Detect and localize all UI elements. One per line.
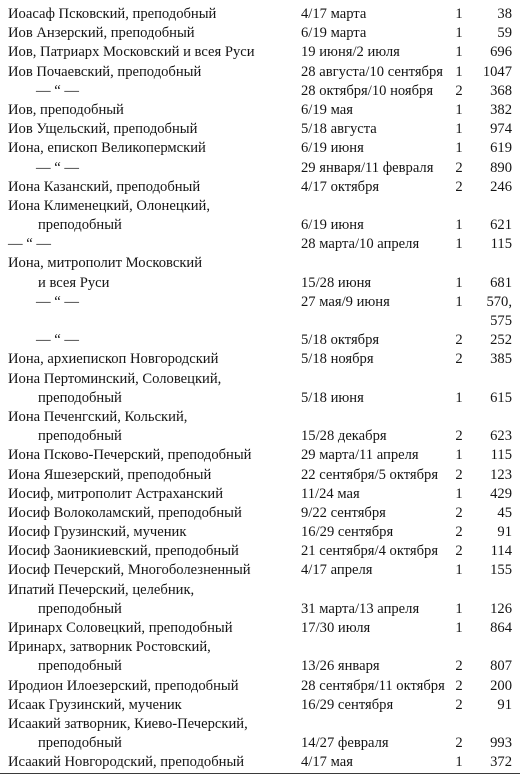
saint-name: Иринарх, затворник Ростовский, <box>8 639 211 656</box>
volume-number: 2 <box>455 696 463 713</box>
page-number: 993 <box>490 735 512 752</box>
saint-name: преподобный <box>38 428 122 445</box>
page-number: 621 <box>490 217 512 234</box>
page-number: 385 <box>490 351 512 368</box>
page-number: 200 <box>490 677 512 694</box>
feast-date: 13/26 января <box>301 658 380 675</box>
index-row <box>0 197 520 216</box>
page-number: 1047 <box>482 63 512 80</box>
index-row <box>0 581 520 600</box>
index-row <box>0 600 520 619</box>
saint-name: Иона Псково-Печерский, преподобный <box>8 447 252 464</box>
index-row <box>0 350 520 369</box>
index-row <box>0 561 520 580</box>
index-row <box>0 274 520 293</box>
volume-number: 1 <box>455 6 463 22</box>
volume-number: 2 <box>455 332 463 349</box>
saint-name: Иона Яшезерский, преподобный <box>8 466 212 483</box>
saint-name: Иосиф Грузинский, мученик <box>8 524 187 541</box>
volume-number: 2 <box>455 677 463 694</box>
index-row <box>0 427 520 446</box>
saint-name: Иоасаф Псковский, преподобный <box>8 6 217 22</box>
feast-date: 28 октября/10 ноября <box>301 82 434 99</box>
saint-name: Иов, Патриарх Московский и всея Руси <box>8 44 255 61</box>
volume-number: 1 <box>455 600 463 617</box>
volume-number: 1 <box>455 44 463 61</box>
feast-date: 16/29 сентября <box>301 524 394 541</box>
page-number: 623 <box>490 428 512 445</box>
volume-number: 2 <box>455 735 463 752</box>
page-number: 575 <box>490 313 512 329</box>
volume-number: 1 <box>455 620 463 636</box>
page-number: 570, <box>486 293 512 310</box>
feast-date: 4/17 мая <box>301 754 353 771</box>
page-number: 91 <box>497 696 512 713</box>
feast-date: 16/29 сентября <box>301 696 394 713</box>
page-number: 619 <box>490 140 512 157</box>
feast-date: 28 марта/10 апреля <box>301 236 420 253</box>
saint-name: Иов Ущельский, преподобный <box>8 121 198 138</box>
page-number: 114 <box>490 543 512 560</box>
index-row <box>0 43 520 62</box>
page-number: 681 <box>490 274 512 291</box>
volume-number: 1 <box>455 562 463 579</box>
page-number: 615 <box>490 389 512 406</box>
index-row <box>0 293 520 312</box>
saint-name: преподобный <box>38 735 122 752</box>
feast-date: 14/27 февраля <box>301 735 389 752</box>
saint-name: Иона Клименецкий, Олонецкий, <box>8 197 210 214</box>
volume-number: 1 <box>455 217 463 234</box>
index-row <box>0 82 520 101</box>
page-number: 91 <box>497 524 512 541</box>
index-row <box>0 389 520 408</box>
page-number: 123 <box>490 466 512 483</box>
volume-number: 1 <box>455 121 463 138</box>
index-row <box>0 408 520 427</box>
saint-name: — “ — <box>36 332 79 349</box>
feast-date: 27 мая/9 июня <box>301 293 390 310</box>
volume-number: 2 <box>455 82 463 99</box>
saint-name: Исаакий Новгородский, преподобный <box>8 754 245 771</box>
feast-date: 15/28 июня <box>301 274 372 291</box>
saint-name: Исаак Грузинский, мученик <box>8 696 182 713</box>
page-number: 807 <box>490 658 512 675</box>
saint-name: Иринарх Соловецкий, преподобный <box>8 620 233 636</box>
page-number: 155 <box>490 562 512 579</box>
feast-date: 17/30 июля <box>301 620 371 636</box>
index-row <box>0 734 520 753</box>
feast-date: 6/19 марта <box>301 25 367 42</box>
saint-name: Иосиф, митрополит Астраханский <box>8 485 224 502</box>
index-row <box>0 696 520 715</box>
saint-name: и всея Руси <box>38 274 110 291</box>
volume-number: 2 <box>455 504 463 521</box>
feast-date: 5/18 августа <box>301 121 377 138</box>
page-number: 59 <box>497 25 512 42</box>
saint-name: Иона Казанский, преподобный <box>8 178 201 195</box>
index-row <box>0 657 520 676</box>
volume-number: 2 <box>455 658 463 675</box>
page-number: 372 <box>490 754 512 771</box>
saint-name: Иосиф Печерский, Многоболезненный <box>8 562 251 579</box>
feast-date: 4/17 октября <box>301 178 380 195</box>
volume-number: 2 <box>455 466 463 483</box>
volume-number: 1 <box>455 101 463 118</box>
page-number: 38 <box>497 6 512 22</box>
index-row <box>0 312 520 331</box>
saint-name: Ипатий Печерский, целебник, <box>8 581 195 598</box>
feast-date: 31 марта/13 апреля <box>301 600 420 617</box>
saint-name: преподобный <box>38 217 122 234</box>
feast-date: 29 января/11 февраля <box>301 159 434 176</box>
saint-name: Иов Анзерский, преподобный <box>8 25 195 42</box>
volume-number: 2 <box>455 524 463 541</box>
index-row <box>0 677 520 696</box>
page-number: 864 <box>490 620 512 636</box>
volume-number: 1 <box>455 63 463 80</box>
volume-number: 2 <box>455 351 463 368</box>
index-row <box>0 619 520 638</box>
index-row <box>0 542 520 561</box>
saint-name: Иона Печенгский, Кольский, <box>8 408 188 425</box>
index-row <box>0 235 520 254</box>
feast-date: 4/17 марта <box>301 6 367 22</box>
saint-name: Иона, митрополит Московский <box>8 255 203 272</box>
saint-name: преподобный <box>38 600 122 617</box>
page-number: 974 <box>490 121 512 138</box>
saint-name: преподобный <box>38 389 122 406</box>
volume-number: 1 <box>455 25 463 42</box>
feast-date: 22 сентября/5 октября <box>301 466 439 483</box>
saint-name: — “ — <box>36 159 79 176</box>
volume-number: 1 <box>455 389 463 406</box>
index-row <box>0 63 520 82</box>
feast-date: 5/18 ноября <box>301 351 374 368</box>
saint-name: преподобный <box>38 658 122 675</box>
index-row <box>0 159 520 178</box>
feast-date: 6/19 июня <box>301 140 364 157</box>
feast-date: 28 сентября/11 октября <box>301 677 445 694</box>
page-number: 246 <box>490 178 512 195</box>
index-row <box>0 523 520 542</box>
feast-date: 5/18 июня <box>301 389 364 406</box>
page-number: 368 <box>490 82 512 99</box>
page-number: 252 <box>490 332 512 349</box>
index-row <box>0 254 520 273</box>
saint-name: Иродион Илоезерский, преподобный <box>8 677 239 694</box>
volume-number: 1 <box>455 236 463 253</box>
feast-date: 5/18 октября <box>301 332 380 349</box>
index-row <box>0 331 520 350</box>
index-row <box>0 139 520 158</box>
page-number: 115 <box>490 447 512 464</box>
saint-name: — “ — <box>36 82 79 99</box>
saint-name: Иов, преподобный <box>8 101 124 118</box>
index-row <box>0 216 520 235</box>
index-row <box>0 715 520 734</box>
index-row <box>0 120 520 139</box>
saint-name: Иона, архиепископ Новгородский <box>8 351 219 368</box>
feast-date: 4/17 апреля <box>301 562 373 579</box>
index-row <box>0 466 520 485</box>
index-row <box>0 5 520 24</box>
index-row <box>0 24 520 43</box>
feast-date: 9/22 сентября <box>301 504 386 521</box>
saint-name: Иов Почаевский, преподобный <box>8 63 202 80</box>
feast-date: 29 марта/11 апреля <box>301 447 419 464</box>
page-number: 429 <box>490 485 512 502</box>
volume-number: 2 <box>455 428 463 445</box>
saint-name: — “ — <box>8 236 51 253</box>
saint-name: Исаакий затворник, Киево-Печерский, <box>8 715 248 732</box>
saint-name: Иона, епископ Великопермский <box>8 140 206 157</box>
saint-name: — “ — <box>36 293 79 310</box>
volume-number: 1 <box>455 447 463 464</box>
feast-date: 21 сентября/4 октября <box>301 543 439 560</box>
page-number: 115 <box>490 236 512 253</box>
volume-number: 1 <box>455 274 463 291</box>
index-row <box>0 753 520 773</box>
page-number: 696 <box>490 44 512 61</box>
feast-date: 6/19 июня <box>301 217 364 234</box>
volume-number: 2 <box>455 159 463 176</box>
index-row <box>0 638 520 657</box>
volume-number: 2 <box>455 178 463 195</box>
saint-name: Иона Пертоминский, Соловецкий, <box>8 370 222 387</box>
volume-number: 1 <box>455 485 463 502</box>
feast-date: 28 августа/10 сентября <box>301 63 443 80</box>
index-row <box>0 101 520 120</box>
volume-number: 1 <box>455 754 463 771</box>
saint-name: Иосиф Заоникиевский, преподобный <box>8 543 239 560</box>
feast-date: 15/28 декабря <box>301 428 387 445</box>
page-number: 890 <box>490 159 512 176</box>
page-number: 382 <box>490 101 512 118</box>
volume-number: 1 <box>455 293 463 310</box>
index-row <box>0 504 520 523</box>
feast-date: 11/24 мая <box>301 485 360 502</box>
saint-name: Иосиф Волоколамский, преподобный <box>8 504 242 521</box>
feast-date: 19 июня/2 июля <box>301 44 400 61</box>
page-number: 45 <box>497 504 512 521</box>
index-row <box>0 446 520 465</box>
index-row <box>0 485 520 504</box>
index-table <box>0 5 520 774</box>
feast-date: 6/19 мая <box>301 101 353 118</box>
index-row <box>0 370 520 389</box>
page-number: 126 <box>490 600 512 617</box>
volume-number: 2 <box>455 543 463 560</box>
volume-number: 1 <box>455 140 463 157</box>
index-row <box>0 178 520 197</box>
